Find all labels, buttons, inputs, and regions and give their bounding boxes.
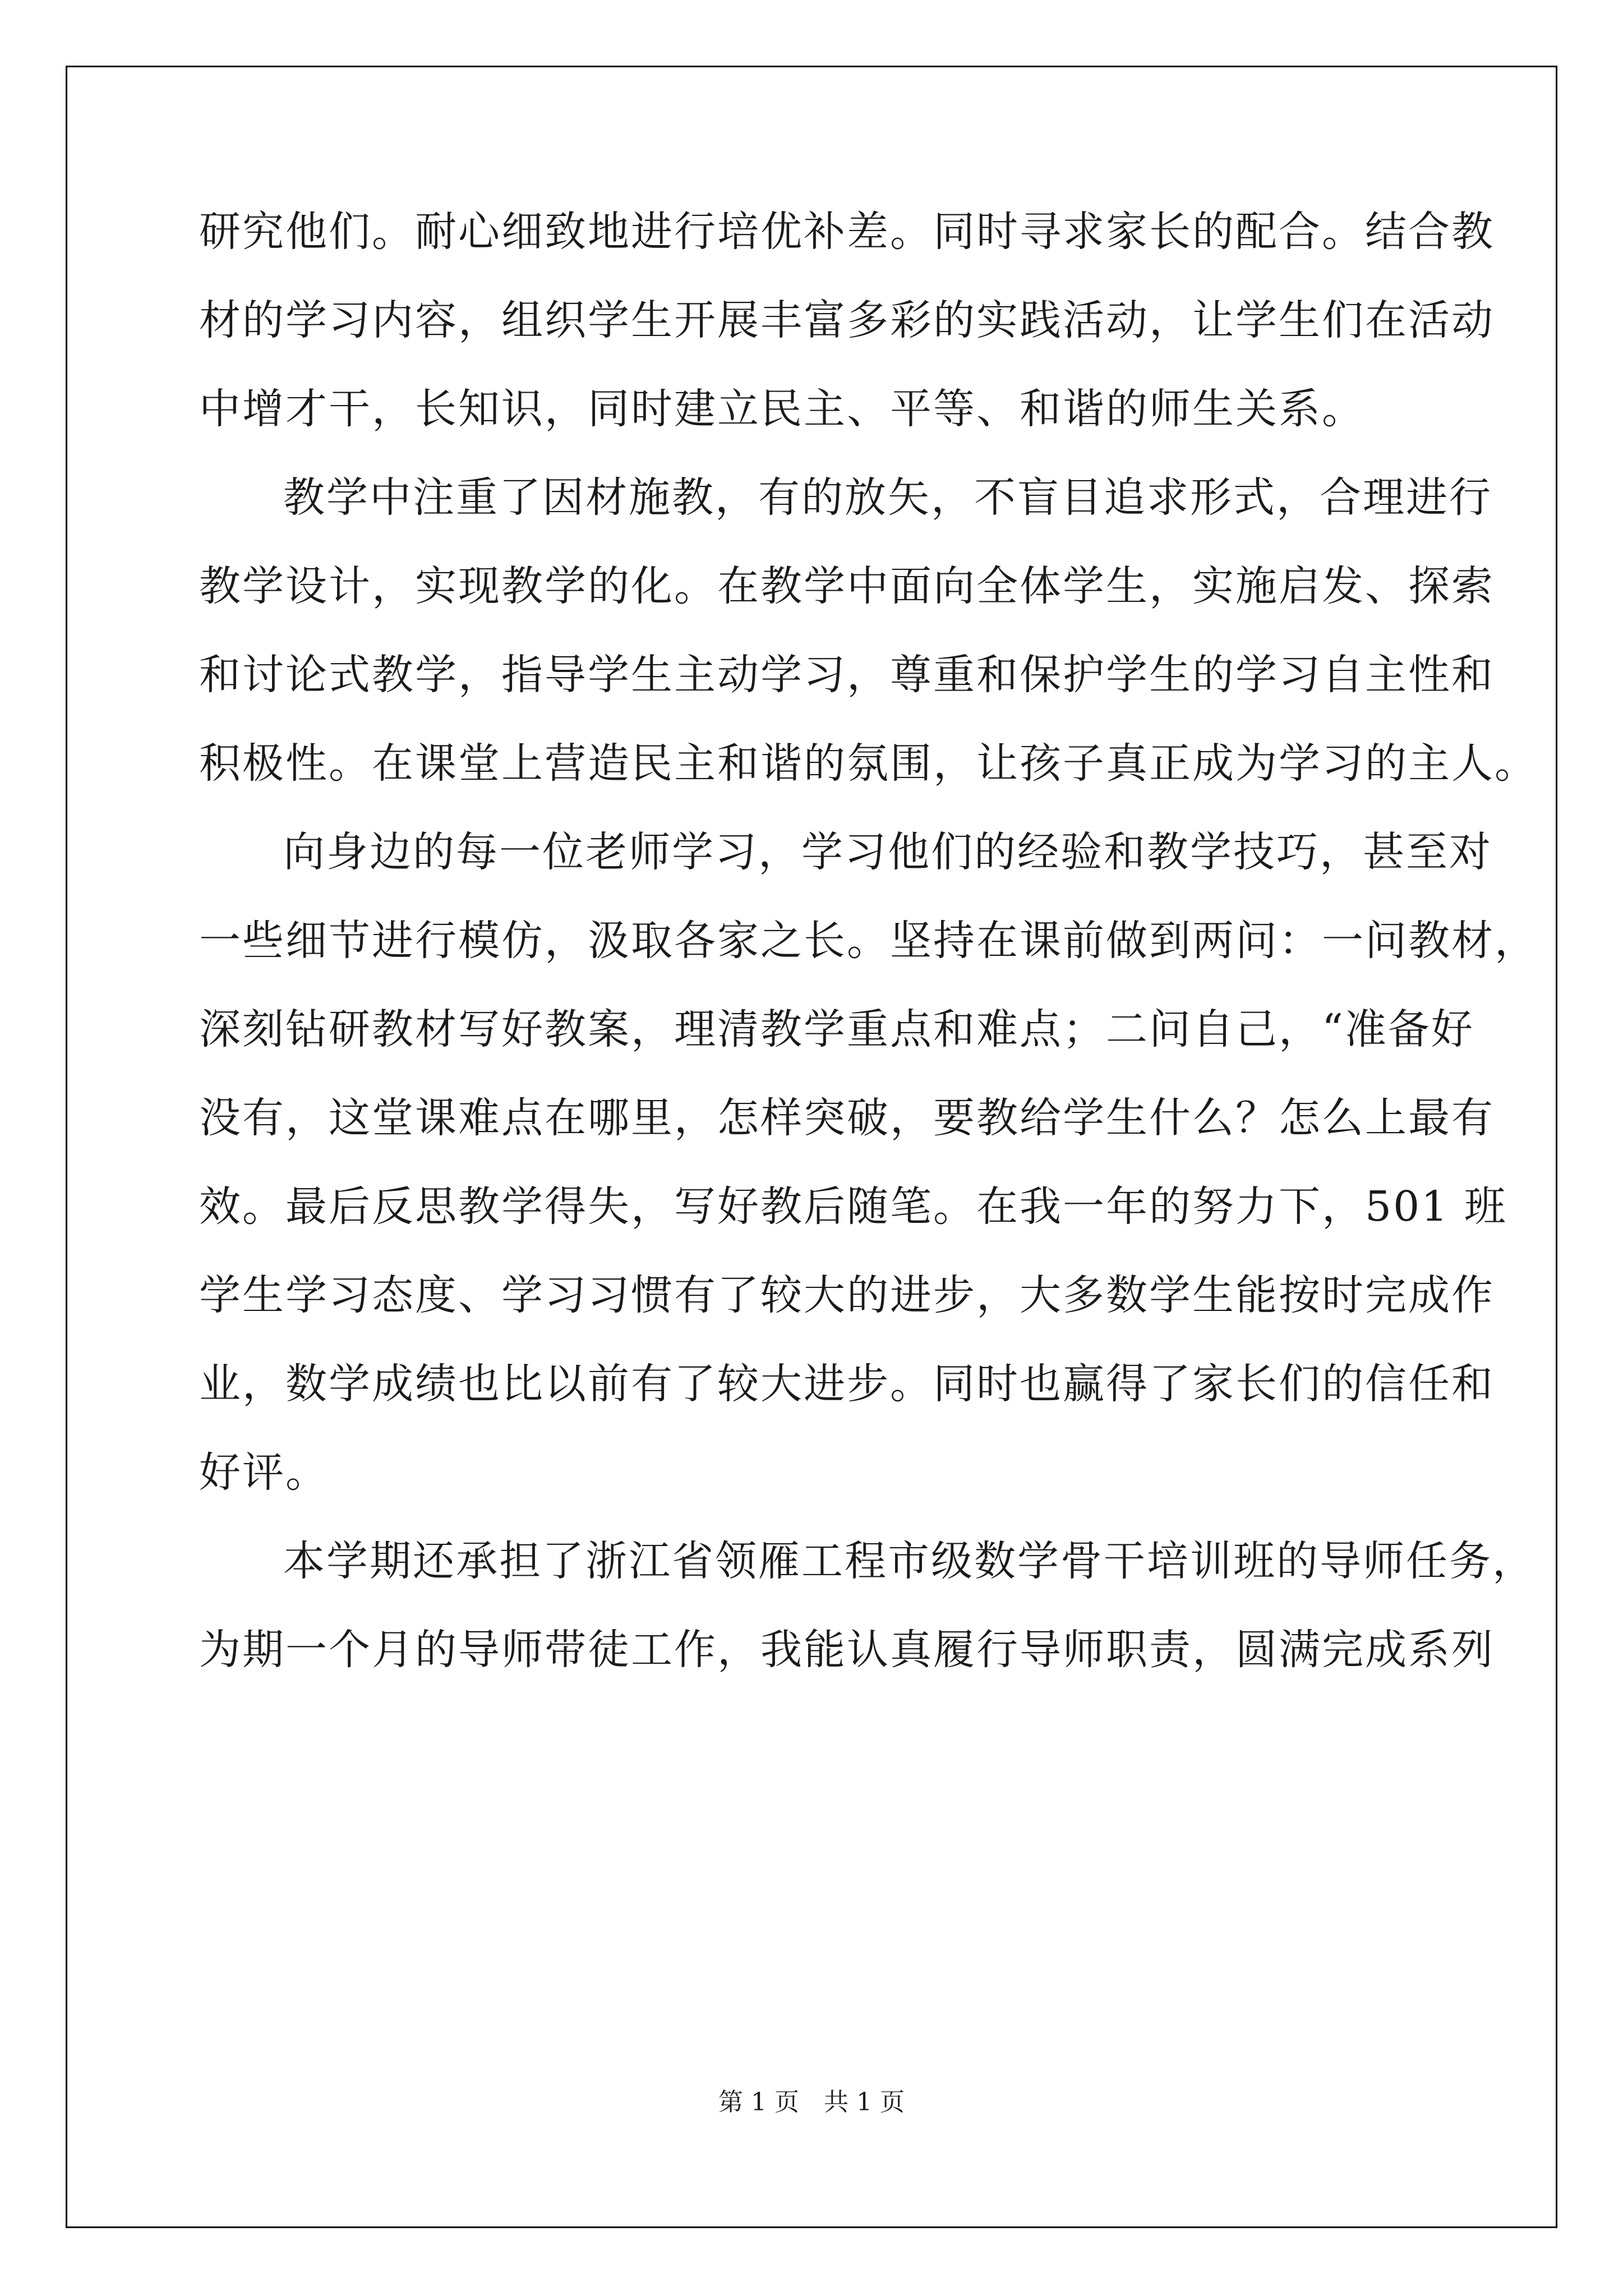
text-line: 本学期还承担了浙江省领雁工程市级数学骨干培训班的导师任务， <box>283 1537 1536 1585</box>
text-line: 研究他们。耐心细致地进行培优补差。同时寻求家长的配合。结合教 <box>199 208 1495 256</box>
text-line: 积极性。在课堂上营造民主和谐的氛围，让孩子真正成为学习的主人。 <box>199 739 1538 788</box>
text-line: 教学设计，实现教学的化。在教学中面向全体学生，实施启发、探索 <box>199 562 1495 610</box>
text-line: 效。最后反思教学得失，写好教后随笔。在我一年的努力下，501 班 <box>199 1182 1507 1231</box>
text-line: 好评。 <box>199 1448 329 1497</box>
text-line: 一些细节进行模仿，汲取各家之长。坚持在课前做到两问：一问教材， <box>199 917 1538 965</box>
text-line: 为期一个月的导师带徒工作，我能认真履行导师职责，圆满完成系列 <box>199 1626 1495 1674</box>
page-number-footer: 第 1 页 共 1 页 <box>718 2088 905 2116</box>
text-line: 学生学习态度、学习习惯有了较大的进步，大多数学生能按时完成作 <box>199 1271 1495 1319</box>
text-line: 深刻钻研教材写好教案，理清教学重点和难点；二问自己，“准备好 <box>199 1005 1474 1053</box>
text-line: 业，数学成绩也比以前有了较大进步。同时也赢得了家长们的信任和 <box>199 1360 1495 1408</box>
text-line: 没有，这堂课难点在哪里，怎样突破，要教给学生什么？怎么上最有 <box>199 1094 1495 1142</box>
text-line: 材的学习内容，组织学生开展丰富多彩的实践活动，让学生们在活动 <box>199 296 1495 344</box>
text-line: 向身边的每一位老师学习，学习他们的经验和教学技巧，甚至对 <box>283 828 1492 876</box>
text-line: 中增才干，长知识，同时建立民主、平等、和谐的师生关系。 <box>199 385 1365 433</box>
text-line: 教学中注重了因材施教，有的放矢，不盲目追求形式，合理进行 <box>283 473 1492 522</box>
text-line: 和讨论式教学，指导学生主动学习，尊重和保护学生的学习自主性和 <box>199 651 1495 699</box>
